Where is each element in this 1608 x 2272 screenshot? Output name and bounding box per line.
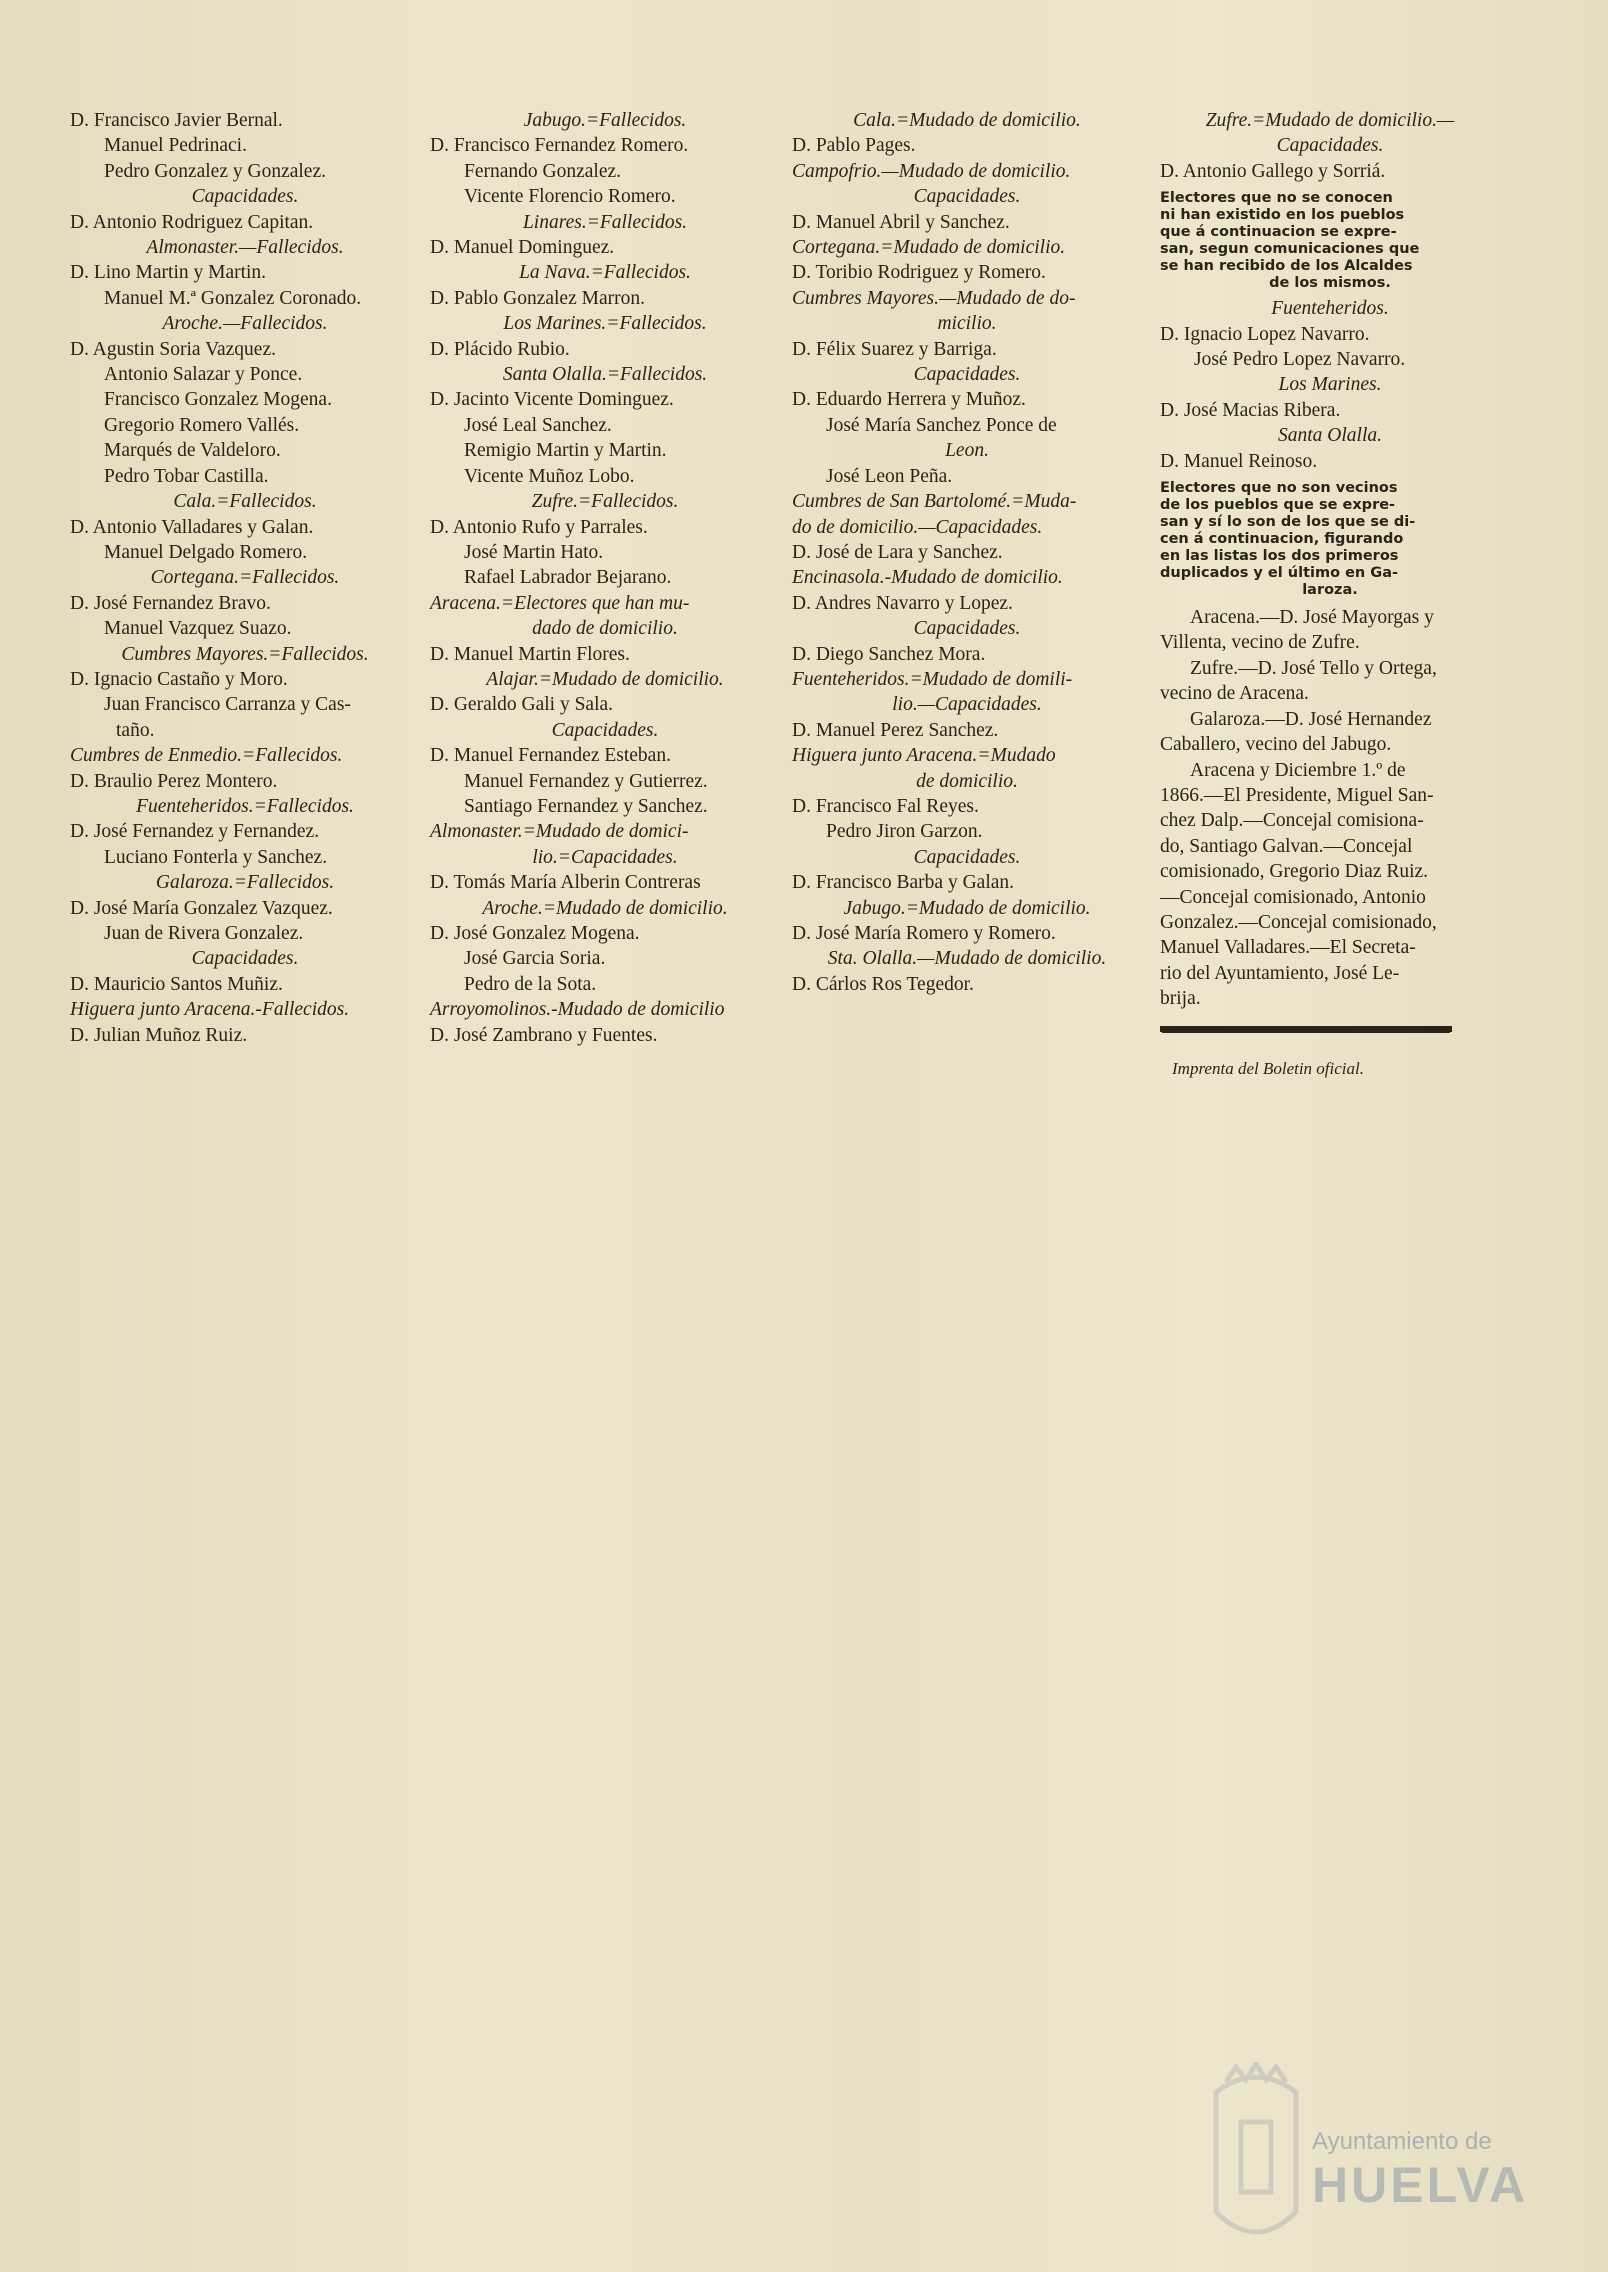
section-heading: lio.—Capacidades.: [892, 694, 1042, 716]
list-item: D. Mauricio Santos Muñiz.: [70, 973, 283, 995]
paragraph-line: 1866.—El Presidente, Miguel San-: [1160, 784, 1434, 806]
notice-line: san y sí lo son de los que se di-: [1160, 514, 1416, 531]
column-4-entries-a: [1160, 108, 1500, 184]
paragraph-line: vecino de Aracena.: [1160, 683, 1309, 705]
section-heading: Aroche.—Fallecidos.: [162, 313, 328, 335]
notice-line: de los pueblos que se expre-: [1160, 497, 1396, 514]
list-item: D. José Zambrano y Fuentes.: [430, 1024, 658, 1046]
list-item: D. Plácido Rubio.: [430, 338, 570, 360]
notice-line: laroza.: [1302, 582, 1358, 599]
list-item: D. Francisco Javier Bernal.: [70, 110, 283, 131]
list-item: Francisco Gonzalez Mogena.: [104, 389, 332, 411]
watermark-text-line1: Ayuntamiento de: [1312, 2128, 1492, 2155]
section-heading: micilio.: [937, 313, 997, 335]
list-item: Manuel Fernandez y Gutierrez.: [464, 770, 708, 792]
section-heading: Cumbres Mayores.—Mudado de do-: [792, 287, 1076, 309]
section-heading: Campofrio.—Mudado de domicilio.: [792, 160, 1071, 182]
section-heading: Aroche.=Mudado de domicilio.: [482, 897, 728, 919]
paragraph-line: Galaroza.—D. José Hernandez: [1190, 708, 1432, 730]
paragraph-line: rio del Ayuntamiento, José Le-: [1160, 962, 1400, 984]
section-heading: Almonaster.=Mudado de domici-: [430, 821, 689, 843]
notice-line: Electores que no se conocen: [1160, 190, 1393, 207]
notice-line: que á continuacion se expre-: [1160, 224, 1397, 241]
list-item: Marqués de Valdeloro.: [104, 440, 281, 462]
section-heading: Leon.: [945, 440, 989, 462]
list-item: D. Antonio Valladares y Galan.: [70, 516, 314, 538]
section-heading: Capacidades.: [551, 719, 659, 741]
paragraph-line: Manuel Valladares.—El Secreta-: [1160, 937, 1416, 959]
section-heading: Capacidades.: [913, 364, 1021, 386]
paragraph-line: Zufre.—D. José Tello y Ortega,: [1190, 657, 1437, 679]
list-item: D. Jacinto Vicente Dominguez.: [430, 389, 674, 411]
paragraph-line: —Concejal comisionado, Antonio: [1160, 886, 1426, 908]
list-item: taño.: [116, 719, 155, 741]
section-heading: Cala.=Fallecidos.: [173, 491, 317, 513]
list-item: D. Manuel Dominguez.: [430, 237, 615, 259]
list-item: D. Francisco Fal Reyes.: [792, 795, 979, 817]
list-item: D. Eduardo Herrera y Muñoz.: [792, 389, 1026, 411]
list-item: D. Manuel Perez Sanchez.: [792, 719, 999, 741]
list-item: D. Ignacio Castaño y Moro.: [70, 668, 288, 690]
column-4-entries-b: [1160, 296, 1500, 474]
list-item: D. Andres Navarro y Lopez.: [792, 592, 1013, 614]
section-heading: Almonaster.—Fallecidos.: [146, 237, 344, 259]
section-heading: do de domicilio.—Capacidades.: [792, 516, 1043, 538]
notice-line: ni han existido en los pueblos: [1160, 207, 1405, 224]
notice-line: san, segun comunicaciones que: [1160, 241, 1420, 258]
list-item: Vicente Florencio Romero.: [464, 186, 676, 208]
closing-rule: [1160, 1026, 1452, 1032]
notice-line: se han recibido de los Alcaldes: [1160, 258, 1413, 275]
section-heading: Higuera junto Aracena.=Mudado: [792, 745, 1056, 767]
column-4: [1160, 108, 1500, 1081]
list-item: D. Diego Sanchez Mora.: [792, 643, 986, 665]
notice-line: de los mismos.: [1269, 275, 1391, 292]
list-item: Juan Francisco Carranza y Cas-: [104, 694, 351, 716]
section-heading: dado de domicilio.: [532, 618, 678, 640]
list-item: D. Pablo Pages.: [792, 135, 916, 157]
list-item: Manuel M.ª Gonzalez Coronado.: [104, 287, 362, 309]
paragraph-line: brija.: [1160, 988, 1201, 1010]
list-item: José Leon Peña.: [826, 465, 953, 487]
list-item: D. José Gonzalez Mogena.: [430, 923, 640, 944]
column-2: [430, 108, 780, 1048]
section-heading: Fuenteheridos.=Fallecidos.: [136, 795, 354, 817]
paragraph: [1160, 758, 1500, 1012]
list-item: Gregorio Romero Vallés.: [104, 414, 300, 436]
list-item: Rafael Labrador Bejarano.: [464, 567, 672, 589]
section-heading: Cumbres Mayores.=Fallecidos.: [121, 643, 369, 665]
section-heading: Cortegana.=Mudado de domicilio.: [792, 237, 1066, 259]
list-item: D. Manuel Reinoso.: [1160, 450, 1318, 472]
paragraph: [1160, 605, 1500, 656]
section-heading: de domicilio.: [916, 770, 1018, 792]
paragraph-line: chez Dalp.—Concejal comisiona-: [1160, 810, 1424, 832]
section-heading: Los Marines.: [1278, 374, 1382, 396]
list-item: D. Francisco Fernandez Romero.: [430, 135, 689, 157]
section-heading: Los Marines.=Fallecidos.: [503, 313, 707, 335]
notice-line: en las listas los dos primeros: [1160, 548, 1399, 565]
list-item: Pedro Jiron Garzon.: [826, 821, 983, 843]
list-item: D. Geraldo Gali y Sala.: [430, 694, 614, 716]
list-item: D. Manuel Martin Flores.: [430, 643, 630, 665]
section-heading: Higuera junto Aracena.-Fallecidos.: [70, 999, 350, 1021]
paragraph-line: Aracena y Diciembre 1.º de: [1190, 759, 1406, 781]
notice-unknown-electors: [1160, 190, 1500, 292]
list-item: D. José Fernandez Bravo.: [70, 592, 271, 614]
list-item: Pedro Gonzalez y Gonzalez.: [104, 160, 326, 182]
section-heading: Encinasola.-Mudado de domicilio.: [792, 567, 1063, 589]
list-item: D. Agustin Soria Vazquez.: [70, 338, 276, 360]
section-heading: Capacidades.: [913, 618, 1021, 640]
list-item: D. Pablo Gonzalez Marron.: [430, 287, 645, 309]
paragraph-line: Gonzalez.—Concejal comisionado,: [1160, 911, 1437, 933]
list-item: D. Toribio Rodriguez y Romero.: [792, 262, 1046, 284]
section-heading: Cala.=Mudado de domicilio.: [853, 110, 1081, 131]
paragraph: [1160, 707, 1500, 758]
section-heading: Fuenteheridos.=Mudado de domili-: [792, 668, 1073, 690]
list-item: D. Antonio Rodriguez Capitan.: [70, 211, 314, 233]
list-item: D. Lino Martin y Martin.: [70, 262, 267, 284]
column-1: [70, 108, 420, 1048]
section-heading: Cumbres de Enmedio.=Fallecidos.: [70, 745, 343, 767]
paragraph-line: comisionado, Gregorio Diaz Ruiz.: [1160, 861, 1429, 883]
list-item: D. José María Gonzalez Vazquez.: [70, 897, 333, 919]
section-heading: Zufre.=Fallecidos.: [531, 491, 679, 513]
closing-paragraphs: [1160, 605, 1500, 1012]
paragraph-line: Villenta, vecino de Zufre.: [1160, 632, 1360, 654]
section-heading: Santa Olalla.=Fallecidos.: [502, 364, 708, 386]
section-heading: Aracena.=Electores que han mu-: [430, 592, 690, 614]
list-item: José María Sanchez Ponce de: [826, 414, 1057, 436]
list-item: D. Cárlos Ros Tegedor.: [792, 973, 974, 995]
section-heading: Alajar.=Mudado de domicilio.: [486, 668, 724, 690]
section-heading: Jabugo.=Fallecidos.: [523, 110, 687, 131]
notice-non-resident-electors: [1160, 480, 1500, 599]
section-heading: Capacidades.: [913, 846, 1021, 868]
section-heading: Sta. Olalla.—Mudado de domicilio.: [827, 948, 1107, 970]
list-item: José Garcia Soria.: [464, 948, 606, 970]
section-heading: Capacidades.: [191, 186, 299, 208]
notice-line: duplicados y el último en Ga-: [1160, 565, 1398, 582]
list-item: Pedro Tobar Castilla.: [104, 465, 269, 487]
list-item: D. Braulio Perez Montero.: [70, 770, 278, 792]
list-item: D. Ignacio Lopez Navarro.: [1160, 323, 1370, 345]
list-item: José Pedro Lopez Navarro.: [1194, 349, 1406, 371]
section-heading: Fuenteheridos.: [1271, 298, 1389, 320]
list-item: Remigio Martin y Martin.: [464, 440, 667, 462]
list-item: Antonio Salazar y Ponce.: [104, 364, 303, 386]
list-item: Luciano Fonterla y Sanchez.: [104, 846, 328, 868]
column-3: [792, 108, 1142, 997]
list-item: Manuel Pedrinaci.: [104, 135, 247, 157]
section-heading: Arroyomolinos.-Mudado de domicilio: [430, 999, 725, 1021]
list-item: D. Antonio Rufo y Parrales.: [430, 516, 648, 538]
notice-line: Electores que no son vecinos: [1160, 480, 1398, 497]
list-item: José Martin Hato.: [464, 541, 604, 563]
list-item: Pedro de la Sota.: [464, 973, 597, 995]
list-item: Vicente Muñoz Lobo.: [464, 465, 635, 487]
paragraph-line: do, Santiago Galvan.—Concejal: [1160, 835, 1413, 857]
section-heading: Santa Olalla.: [1277, 425, 1382, 447]
list-item: D. Manuel Abril y Sanchez.: [792, 211, 1010, 233]
list-item: D. Francisco Barba y Galan.: [792, 872, 1015, 894]
section-heading: Capacidades.: [191, 948, 299, 970]
section-heading: Capacidades.: [1276, 135, 1384, 157]
list-item: Santiago Fernandez y Sanchez.: [464, 795, 708, 817]
section-heading: Galaroza.=Fallecidos.: [155, 872, 335, 894]
section-heading: La Nava.=Fallecidos.: [519, 262, 691, 284]
imprint: Imprenta del Boletin oficial.: [1172, 1058, 1364, 1078]
list-item: D. José Fernandez y Fernandez.: [70, 821, 320, 843]
list-item: D. Antonio Gallego y Sorriá.: [1160, 160, 1386, 182]
section-heading: Zufre.=Mudado de domicilio.—: [1205, 110, 1455, 131]
list-item: Juan de Rivera Gonzalez.: [104, 923, 304, 944]
list-item: D. Félix Suarez y Barriga.: [792, 338, 997, 360]
paragraph: [1160, 656, 1500, 707]
watermark-text-line2: HUELVA: [1312, 2157, 1529, 2213]
list-item: D. Julian Muñoz Ruiz.: [70, 1024, 248, 1046]
list-item: Manuel Vazquez Suazo.: [104, 618, 292, 640]
list-item: D. José Macias Ribera.: [1160, 399, 1341, 421]
list-item: D. José María Romero y Romero.: [792, 923, 1056, 944]
section-heading: Cumbres de San Bartolomé.=Muda-: [792, 491, 1077, 513]
list-item: Fernando Gonzalez.: [464, 160, 622, 182]
paragraph-line: Caballero, vecino del Jabugo.: [1160, 734, 1392, 756]
section-heading: Linares.=Fallecidos.: [522, 211, 688, 233]
notice-line: cen á continuacion, figurando: [1160, 531, 1404, 548]
list-item: D. Tomás María Alberin Contreras: [430, 872, 701, 894]
paragraph-line: Aracena.—D. José Mayorgas y: [1190, 607, 1434, 629]
section-heading: Cortegana.=Fallecidos.: [150, 567, 340, 589]
list-item: Manuel Delgado Romero.: [104, 541, 308, 563]
section-heading: Capacidades.: [913, 186, 1021, 208]
list-item: José Leal Sanchez.: [464, 414, 612, 436]
section-heading: Jabugo.=Mudado de domicilio.: [843, 897, 1091, 919]
list-item: D. José de Lara y Sanchez.: [792, 541, 1003, 563]
section-heading: lio.=Capacidades.: [532, 846, 678, 868]
list-item: D. Manuel Fernandez Esteban.: [430, 745, 671, 767]
